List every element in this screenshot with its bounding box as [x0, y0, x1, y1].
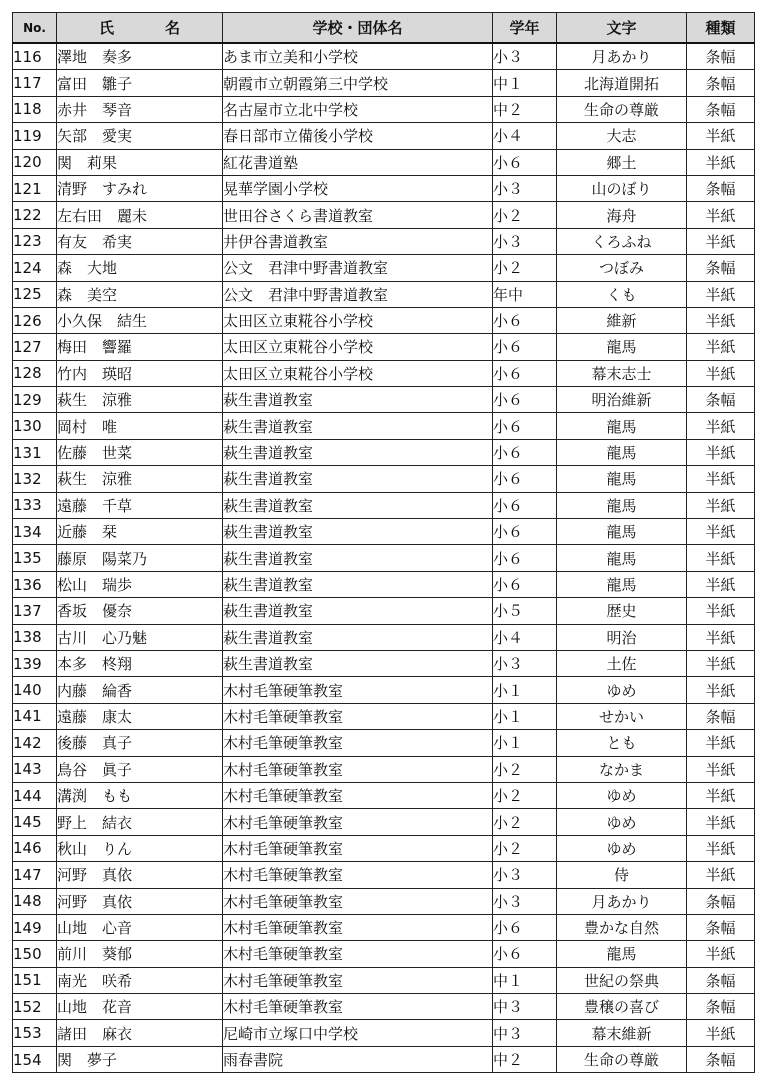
cell-character: 龍馬	[557, 334, 687, 360]
cell-type: 半紙	[687, 677, 755, 703]
cell-type: 半紙	[687, 545, 755, 571]
cell-character: 豊穣の喜び	[557, 994, 687, 1020]
cell-name: 溝渕 もも	[57, 782, 223, 808]
cell-no: 150	[13, 941, 57, 967]
cell-school: 木村毛筆硬筆教室	[223, 862, 493, 888]
cell-name: 南光 咲希	[57, 967, 223, 993]
cell-no: 131	[13, 439, 57, 465]
cell-type: 半紙	[687, 123, 755, 149]
cell-grade: 小３	[493, 650, 557, 676]
cell-grade: 小１	[493, 730, 557, 756]
cell-no: 151	[13, 967, 57, 993]
cell-school: 木村毛筆硬筆教室	[223, 677, 493, 703]
header-no: No.	[13, 13, 57, 44]
cell-no: 119	[13, 123, 57, 149]
cell-school: 萩生書道教室	[223, 466, 493, 492]
cell-grade: 小６	[493, 914, 557, 940]
cell-name: 後藤 真子	[57, 730, 223, 756]
cell-character: 龍馬	[557, 492, 687, 518]
cell-name: 秋山 りん	[57, 835, 223, 861]
cell-school: 萩生書道教室	[223, 387, 493, 413]
cell-type: 半紙	[687, 598, 755, 624]
cell-grade: 小２	[493, 782, 557, 808]
cell-name: 河野 真依	[57, 862, 223, 888]
cell-character: 龍馬	[557, 545, 687, 571]
header-type: 種類	[687, 13, 755, 44]
cell-name: 諸田 麻衣	[57, 1020, 223, 1046]
cell-school: 木村毛筆硬筆教室	[223, 941, 493, 967]
cell-no: 134	[13, 519, 57, 545]
cell-type: 半紙	[687, 756, 755, 782]
table-row	[13, 1046, 755, 1072]
cell-no: 145	[13, 809, 57, 835]
cell-character: 龍馬	[557, 571, 687, 597]
cell-character: 月あかり	[557, 43, 687, 70]
cell-character: 生命の尊厳	[557, 96, 687, 122]
table-row	[13, 888, 755, 914]
cell-type: 半紙	[687, 519, 755, 545]
cell-character: 豊かな自然	[557, 914, 687, 940]
cell-type: 条幅	[687, 255, 755, 281]
table-row	[13, 175, 755, 201]
header-name: 氏 名	[57, 13, 223, 44]
cell-character: 龍馬	[557, 466, 687, 492]
cell-type: 半紙	[687, 281, 755, 307]
cell-school: 太田区立東糀谷小学校	[223, 334, 493, 360]
table-header	[13, 13, 755, 44]
table-row	[13, 703, 755, 729]
table-row	[13, 387, 755, 413]
cell-school: 尼崎市立塚口中学校	[223, 1020, 493, 1046]
table-row	[13, 519, 755, 545]
cell-character: ゆめ	[557, 782, 687, 808]
cell-type: 半紙	[687, 413, 755, 439]
cell-character: 龍馬	[557, 519, 687, 545]
cell-name: 古川 心乃魅	[57, 624, 223, 650]
cell-type: 半紙	[687, 624, 755, 650]
cell-grade: 中２	[493, 96, 557, 122]
cell-type: 半紙	[687, 941, 755, 967]
table-row	[13, 466, 755, 492]
table-row	[13, 492, 755, 518]
cell-type: 半紙	[687, 202, 755, 228]
cell-name: 岡村 唯	[57, 413, 223, 439]
header-character: 文字	[557, 13, 687, 44]
cell-character: なかま	[557, 756, 687, 782]
cell-school: 萩生書道教室	[223, 519, 493, 545]
table-row	[13, 967, 755, 993]
cell-school: 木村毛筆硬筆教室	[223, 703, 493, 729]
cell-grade: 中３	[493, 1020, 557, 1046]
cell-name: 小久保 結生	[57, 307, 223, 333]
cell-grade: 小６	[493, 439, 557, 465]
cell-grade: 小６	[493, 360, 557, 386]
table-row	[13, 281, 755, 307]
cell-grade: 小３	[493, 228, 557, 254]
cell-no: 126	[13, 307, 57, 333]
cell-school: 木村毛筆硬筆教室	[223, 994, 493, 1020]
table-row	[13, 624, 755, 650]
cell-character: 維新	[557, 307, 687, 333]
cell-grade: 小２	[493, 202, 557, 228]
cell-name: 本多 柊翔	[57, 650, 223, 676]
cell-character: くろふね	[557, 228, 687, 254]
cell-name: 森 大地	[57, 255, 223, 281]
cell-character: 海舟	[557, 202, 687, 228]
cell-name: 香坂 優奈	[57, 598, 223, 624]
cell-name: 鳥谷 眞子	[57, 756, 223, 782]
cell-character: 龍馬	[557, 439, 687, 465]
cell-name: 森 美空	[57, 281, 223, 307]
cell-type: 半紙	[687, 650, 755, 676]
cell-type: 半紙	[687, 1020, 755, 1046]
cell-school: 萩生書道教室	[223, 650, 493, 676]
cell-name: 佐藤 世菜	[57, 439, 223, 465]
cell-grade: 小５	[493, 598, 557, 624]
cell-name: 矢部 愛実	[57, 123, 223, 149]
cell-no: 125	[13, 281, 57, 307]
cell-no: 148	[13, 888, 57, 914]
table-row	[13, 123, 755, 149]
cell-school: 萩生書道教室	[223, 439, 493, 465]
table-row	[13, 439, 755, 465]
cell-character: 生命の尊厳	[557, 1046, 687, 1072]
cell-grade: 小６	[493, 492, 557, 518]
table-row	[13, 307, 755, 333]
table-body	[13, 43, 755, 1073]
cell-character: 幕末志士	[557, 360, 687, 386]
cell-grade: 小６	[493, 466, 557, 492]
cell-grade: 小３	[493, 862, 557, 888]
cell-no: 140	[13, 677, 57, 703]
cell-school: 公文 君津中野書道教室	[223, 281, 493, 307]
cell-type: 半紙	[687, 730, 755, 756]
cell-name: 萩生 涼雅	[57, 466, 223, 492]
cell-no: 118	[13, 96, 57, 122]
cell-name: 藤原 陽菜乃	[57, 545, 223, 571]
cell-school: 名古屋市立北中学校	[223, 96, 493, 122]
cell-name: 竹内 瑛昭	[57, 360, 223, 386]
table-row	[13, 43, 755, 70]
cell-no: 152	[13, 994, 57, 1020]
cell-no: 123	[13, 228, 57, 254]
cell-type: 半紙	[687, 228, 755, 254]
table-row	[13, 835, 755, 861]
cell-school: 世田谷さくら書道教室	[223, 202, 493, 228]
header-row	[13, 13, 755, 44]
cell-no: 121	[13, 175, 57, 201]
cell-no: 141	[13, 703, 57, 729]
table-row	[13, 1020, 755, 1046]
table-row	[13, 677, 755, 703]
cell-school: 木村毛筆硬筆教室	[223, 809, 493, 835]
cell-no: 139	[13, 650, 57, 676]
cell-no: 154	[13, 1046, 57, 1072]
cell-no: 143	[13, 756, 57, 782]
cell-name: 萩生 涼雅	[57, 387, 223, 413]
cell-school: 朝霞市立朝霞第三中学校	[223, 70, 493, 96]
cell-grade: 小２	[493, 835, 557, 861]
cell-no: 144	[13, 782, 57, 808]
cell-type: 半紙	[687, 149, 755, 175]
cell-type: 半紙	[687, 307, 755, 333]
table-row	[13, 334, 755, 360]
cell-type: 半紙	[687, 835, 755, 861]
cell-type: 条幅	[687, 994, 755, 1020]
cell-name: 近藤 栞	[57, 519, 223, 545]
cell-type: 条幅	[687, 96, 755, 122]
cell-school: 井伊谷書道教室	[223, 228, 493, 254]
cell-type: 条幅	[687, 914, 755, 940]
cell-character: 土佐	[557, 650, 687, 676]
cell-type: 半紙	[687, 809, 755, 835]
cell-school: 春日部市立備後小学校	[223, 123, 493, 149]
cell-type: 半紙	[687, 439, 755, 465]
cell-grade: 小２	[493, 809, 557, 835]
cell-no: 136	[13, 571, 57, 597]
cell-name: 関 莉果	[57, 149, 223, 175]
cell-no: 146	[13, 835, 57, 861]
cell-type: 半紙	[687, 360, 755, 386]
table-row	[13, 994, 755, 1020]
cell-school: 萩生書道教室	[223, 571, 493, 597]
cell-school: 萩生書道教室	[223, 598, 493, 624]
table-row	[13, 228, 755, 254]
cell-type: 条幅	[687, 967, 755, 993]
roster-table	[12, 12, 755, 1073]
cell-character: 山のぼり	[557, 175, 687, 201]
cell-grade: 小１	[493, 703, 557, 729]
cell-grade: 小６	[493, 334, 557, 360]
cell-character: 月あかり	[557, 888, 687, 914]
table-row	[13, 149, 755, 175]
cell-no: 135	[13, 545, 57, 571]
cell-name: 遠藤 千草	[57, 492, 223, 518]
table-row	[13, 202, 755, 228]
cell-grade: 小６	[493, 941, 557, 967]
cell-no: 147	[13, 862, 57, 888]
cell-no: 142	[13, 730, 57, 756]
cell-no: 133	[13, 492, 57, 518]
cell-grade: 小１	[493, 677, 557, 703]
cell-grade: 小３	[493, 43, 557, 70]
cell-no: 127	[13, 334, 57, 360]
cell-school: 公文 君津中野書道教室	[223, 255, 493, 281]
table-row	[13, 96, 755, 122]
cell-name: 山地 心音	[57, 914, 223, 940]
cell-no: 149	[13, 914, 57, 940]
cell-grade: 年中	[493, 281, 557, 307]
cell-name: 清野 すみれ	[57, 175, 223, 201]
cell-name: 前川 葵郁	[57, 941, 223, 967]
cell-name: 野上 結衣	[57, 809, 223, 835]
table-row	[13, 730, 755, 756]
table-row	[13, 545, 755, 571]
cell-no: 116	[13, 43, 57, 70]
cell-grade: 中３	[493, 994, 557, 1020]
cell-type: 半紙	[687, 571, 755, 597]
cell-character: せかい	[557, 703, 687, 729]
cell-no: 129	[13, 387, 57, 413]
cell-name: 河野 真依	[57, 888, 223, 914]
cell-school: 木村毛筆硬筆教室	[223, 782, 493, 808]
cell-school: 雨春書院	[223, 1046, 493, 1072]
table-row	[13, 598, 755, 624]
cell-name: 有友 希実	[57, 228, 223, 254]
cell-grade: 小３	[493, 888, 557, 914]
cell-character: くも	[557, 281, 687, 307]
cell-character: とも	[557, 730, 687, 756]
cell-school: あま市立美和小学校	[223, 43, 493, 70]
cell-type: 条幅	[687, 387, 755, 413]
cell-grade: 小４	[493, 624, 557, 650]
table-row	[13, 914, 755, 940]
cell-name: 内藤 綸香	[57, 677, 223, 703]
cell-character: 幕末維新	[557, 1020, 687, 1046]
cell-grade: 小６	[493, 413, 557, 439]
table-row	[13, 360, 755, 386]
cell-name: 山地 花音	[57, 994, 223, 1020]
cell-character: 明治維新	[557, 387, 687, 413]
cell-grade: 小６	[493, 307, 557, 333]
cell-character: 郷土	[557, 149, 687, 175]
cell-character: 大志	[557, 123, 687, 149]
cell-grade: 中１	[493, 967, 557, 993]
cell-type: 条幅	[687, 70, 755, 96]
cell-type: 条幅	[687, 43, 755, 70]
table-row	[13, 862, 755, 888]
cell-no: 117	[13, 70, 57, 96]
cell-type: 半紙	[687, 862, 755, 888]
table-row	[13, 782, 755, 808]
cell-no: 132	[13, 466, 57, 492]
cell-grade: 小６	[493, 149, 557, 175]
cell-character: 北海道開拓	[557, 70, 687, 96]
cell-character: ゆめ	[557, 809, 687, 835]
cell-character: 世紀の祭典	[557, 967, 687, 993]
cell-type: 条幅	[687, 888, 755, 914]
cell-name: 遠藤 康太	[57, 703, 223, 729]
cell-school: 晃華学園小学校	[223, 175, 493, 201]
table-row	[13, 70, 755, 96]
cell-grade: 小６	[493, 387, 557, 413]
cell-type: 条幅	[687, 175, 755, 201]
cell-grade: 小６	[493, 519, 557, 545]
table-row	[13, 571, 755, 597]
cell-name: 松山 瑞歩	[57, 571, 223, 597]
cell-school: 萩生書道教室	[223, 624, 493, 650]
table-row	[13, 255, 755, 281]
cell-no: 124	[13, 255, 57, 281]
cell-name: 左右田 麗未	[57, 202, 223, 228]
cell-school: 萩生書道教室	[223, 545, 493, 571]
cell-school: 木村毛筆硬筆教室	[223, 730, 493, 756]
cell-no: 130	[13, 413, 57, 439]
cell-type: 半紙	[687, 782, 755, 808]
cell-school: 太田区立東糀谷小学校	[223, 307, 493, 333]
table-row	[13, 413, 755, 439]
cell-school: 木村毛筆硬筆教室	[223, 756, 493, 782]
cell-character: ゆめ	[557, 677, 687, 703]
cell-character: ゆめ	[557, 835, 687, 861]
cell-name: 関 夢子	[57, 1046, 223, 1072]
table-row	[13, 650, 755, 676]
cell-grade: 小２	[493, 756, 557, 782]
cell-no: 137	[13, 598, 57, 624]
cell-no: 138	[13, 624, 57, 650]
cell-type: 半紙	[687, 492, 755, 518]
cell-school: 木村毛筆硬筆教室	[223, 914, 493, 940]
cell-character: 龍馬	[557, 413, 687, 439]
table-row	[13, 756, 755, 782]
header-grade: 学年	[493, 13, 557, 44]
cell-school: 木村毛筆硬筆教室	[223, 888, 493, 914]
cell-no: 128	[13, 360, 57, 386]
cell-name: 富田 雛子	[57, 70, 223, 96]
cell-grade: 中２	[493, 1046, 557, 1072]
cell-school: 太田区立東糀谷小学校	[223, 360, 493, 386]
table-row	[13, 809, 755, 835]
cell-grade: 小６	[493, 545, 557, 571]
cell-name: 赤井 琴音	[57, 96, 223, 122]
cell-no: 153	[13, 1020, 57, 1046]
cell-grade: 小３	[493, 175, 557, 201]
cell-school: 紅花書道塾	[223, 149, 493, 175]
cell-no: 120	[13, 149, 57, 175]
cell-no: 122	[13, 202, 57, 228]
cell-type: 条幅	[687, 703, 755, 729]
cell-character: つぼみ	[557, 255, 687, 281]
cell-type: 半紙	[687, 334, 755, 360]
cell-type: 半紙	[687, 466, 755, 492]
cell-character: 侍	[557, 862, 687, 888]
cell-grade: 小２	[493, 255, 557, 281]
cell-grade: 中１	[493, 70, 557, 96]
roster-sheet	[12, 12, 754, 1073]
cell-character: 歴史	[557, 598, 687, 624]
cell-grade: 小６	[493, 571, 557, 597]
cell-name: 梅田 響羅	[57, 334, 223, 360]
cell-school: 萩生書道教室	[223, 413, 493, 439]
cell-name: 澤地 奏多	[57, 43, 223, 70]
cell-school: 萩生書道教室	[223, 492, 493, 518]
table-row	[13, 941, 755, 967]
cell-type: 条幅	[687, 1046, 755, 1072]
cell-school: 木村毛筆硬筆教室	[223, 835, 493, 861]
header-school: 学校・団体名	[223, 13, 493, 44]
cell-character: 明治	[557, 624, 687, 650]
cell-character: 龍馬	[557, 941, 687, 967]
cell-school: 木村毛筆硬筆教室	[223, 967, 493, 993]
cell-grade: 小４	[493, 123, 557, 149]
